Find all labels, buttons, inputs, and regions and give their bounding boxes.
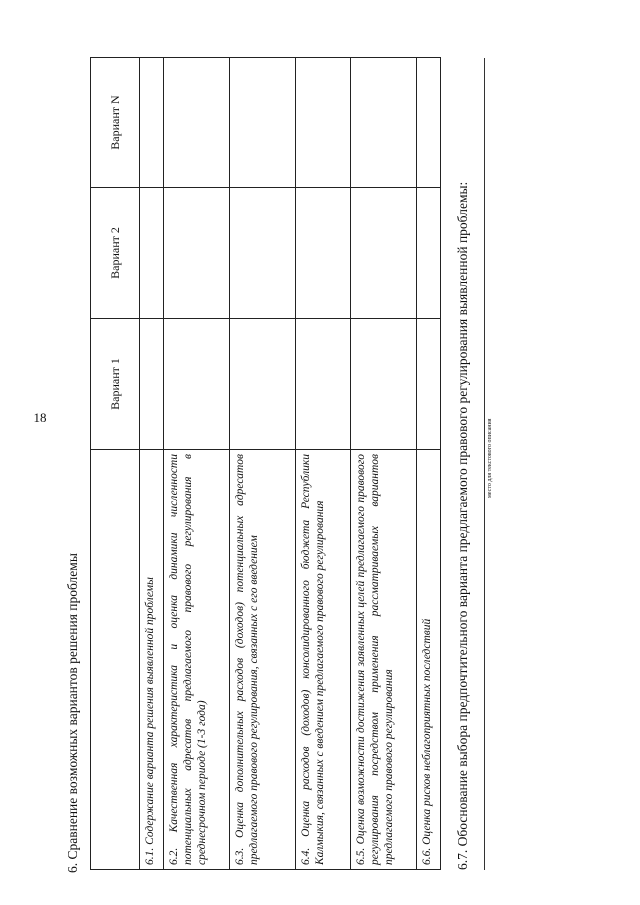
justification-heading: 6.7. Обоснование выбора предпочтительного варианта предлагаемого правового регулирования выявленной проблемы:	[455, 181, 470, 870]
table-row	[417, 58, 441, 870]
table-row	[140, 58, 164, 870]
table-cell	[140, 319, 164, 450]
row-label: 6.4. Оценка расходов (доходов) консолидированного бюджета Республики Калмыкия, связанных с введением предлагаемого правового регулирования	[296, 450, 351, 870]
row-label: 6.1. Содержание варианта решения выявленной проблемы	[140, 450, 164, 870]
table-cell	[230, 58, 296, 188]
table-cell	[140, 188, 164, 319]
row-label: 6.5. Оценка возможности достижения заявленных целей предлагаемого правового регулирования посредством применения рассматриваемых вариантов предлагаемого правового регулирования	[351, 450, 417, 870]
table-cell	[230, 319, 296, 450]
table-row	[164, 58, 230, 870]
table-cell	[296, 188, 351, 319]
table-cell	[351, 319, 417, 450]
table-cell	[351, 188, 417, 319]
row-label: 6.3. Оценка дополнительных расходов (доходов) потенциальных адресатов предлагаемого правового регулирования, связанных с его введением	[230, 450, 296, 870]
line-caption: место для текстового описания	[487, 418, 493, 498]
table-cell	[351, 58, 417, 188]
text-input-line	[484, 58, 485, 870]
table-cell	[164, 319, 230, 450]
table-row	[351, 58, 417, 870]
table-cell	[417, 188, 441, 319]
table-row	[296, 58, 351, 870]
header-variant-n: Вариант N	[91, 58, 140, 188]
row-label: 6.2. Качественная характеристика и оценка динамики численности потенциальных адресатов предлагаемого правового регулирования в среднесрочном периоде (1-3 года)	[164, 450, 230, 870]
table-cell	[164, 188, 230, 319]
table-cell	[140, 58, 164, 188]
table-cell	[164, 58, 230, 188]
table-cell	[417, 319, 441, 450]
table-cell	[417, 58, 441, 188]
table-cell	[230, 188, 296, 319]
page-number: 18	[33, 410, 47, 425]
table-cell	[296, 319, 351, 450]
table-row	[230, 58, 296, 870]
header-variant-1: Вариант 1	[91, 319, 140, 450]
table-cell	[296, 58, 351, 188]
table-header-row	[91, 58, 140, 870]
rotated-page-content	[60, 38, 580, 878]
section-heading: 6. Сравнение возможных вариантов решения проблемы	[65, 553, 80, 873]
row-label: 6.6. Оценка рисков неблагоприятных последствий	[417, 450, 441, 870]
header-criterion	[91, 450, 140, 870]
comparison-table	[90, 57, 441, 870]
header-variant-2: Вариант 2	[91, 188, 140, 319]
